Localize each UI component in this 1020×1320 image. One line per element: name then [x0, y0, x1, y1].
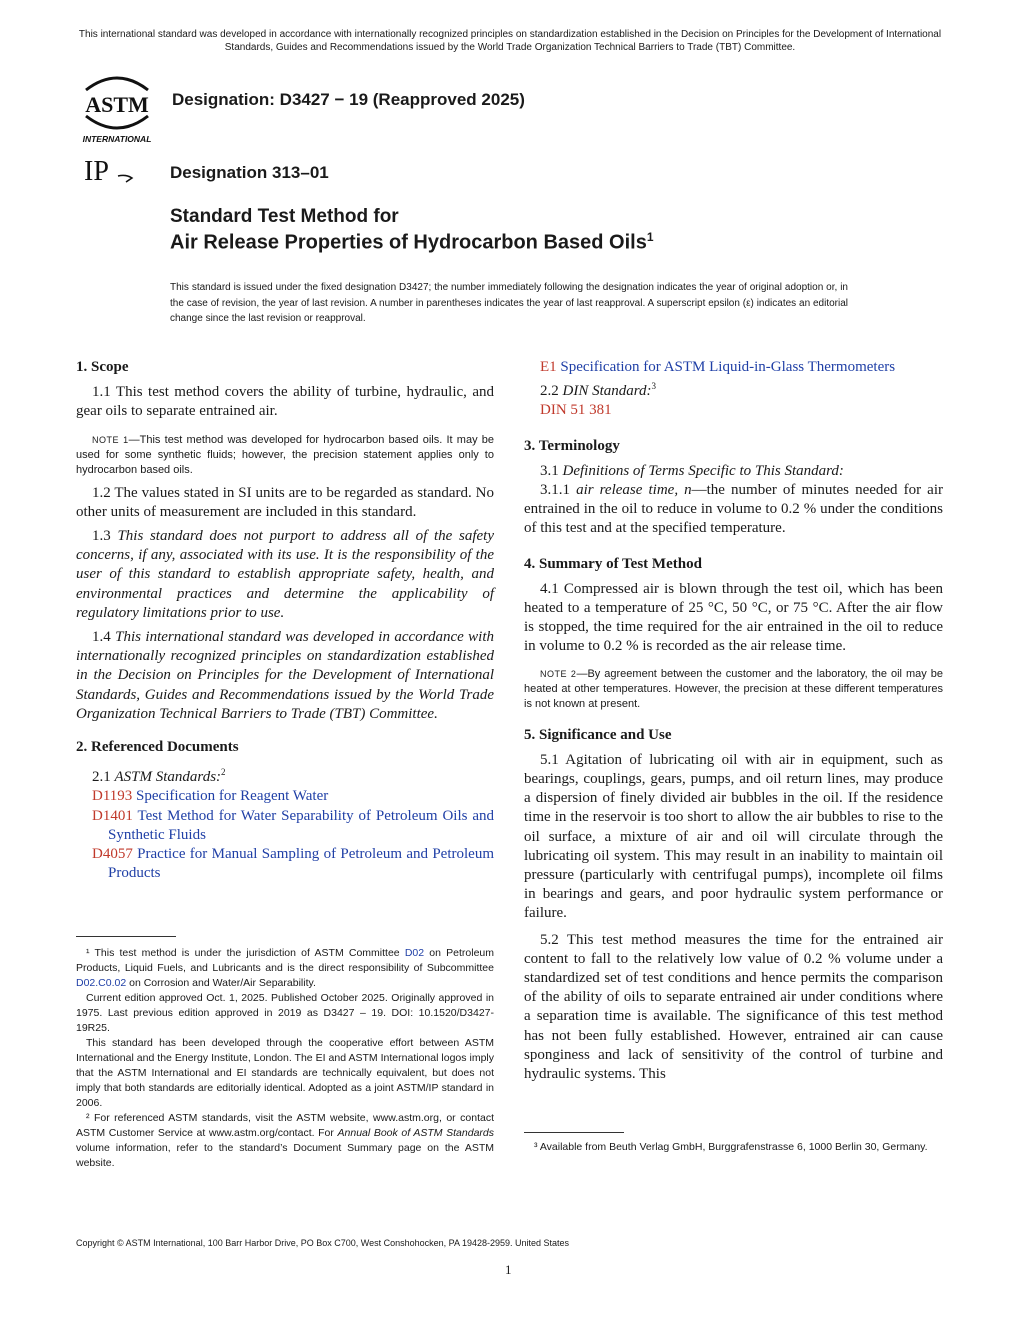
- reference-item[interactable]: [76, 807, 494, 845]
- reference-title: Practice for Manual Sampling of Petroleum and Petroleum Products: [108, 846, 494, 882]
- para-5-2: 5.2 This test method measures the time for the entrained air content to fall to the relatively low value of 0.2 % volume under a standardized set of test conditions and hence permits the comparison of the ability of oils to separate entrained air under conditions where a separation time is available. The significance of this test method has not been fully established. However, entrained air can cause sponginess and lack of sensitivity of the control of turbine and hydraulic systems. This: [524, 931, 943, 1083]
- section-1-heading: 1. Scope: [76, 359, 129, 375]
- footnote-1-edition: Current edition approved Oct. 1, 2025. Published October 2025. Originally approved in 1975. Last previous edition approved in 2019 as D3427 – 19. DOI: 10.1520/D3427-19R25.: [76, 992, 494, 1034]
- reference-title: Test Method for Water Separability of Petroleum Oils and Synthetic Fluids: [108, 807, 494, 843]
- right-column: [524, 358, 943, 1084]
- note-2-text: —By agreement between the customer and the laboratory, the oil may be heated at other temperatures. However, the precision at these different temperatures is not known at present.: [524, 667, 943, 710]
- note-1: [76, 433, 494, 478]
- page-number: 1: [505, 1262, 512, 1277]
- astm-logo: [72, 70, 162, 146]
- section-3-heading: 3. Terminology: [524, 437, 620, 454]
- reference-title: Specification for ASTM Liquid-in-Glass Thermometers: [560, 359, 896, 375]
- astm-reference-list: [76, 787, 494, 883]
- para-2-2: 2.2 DIN Standard:$^3$: [540, 381, 657, 400]
- din-reference[interactable]: [524, 401, 943, 420]
- astm-logo-text: ASTM: [85, 92, 149, 117]
- ip-logo-text: IP: [84, 156, 109, 187]
- footnote-3: [524, 1140, 943, 1155]
- reference-code: E1: [540, 359, 557, 375]
- copyright-footer: Copyright © ASTM International, 100 Barr Harbor Drive, PO Box C700, West Conshohocken, PA 19428-2959. United States: [76, 1238, 570, 1248]
- footnote-rule-right: [524, 1132, 624, 1133]
- section-4-heading: 4. Summary of Test Method: [524, 555, 702, 572]
- ip-logo: [80, 152, 140, 188]
- para-1-3: 1.3 This standard does not purport to address all of the safety concerns, if any, associated with its use. It is the responsibility of the user of this standard to establish appropriate safety, health, and environmental practices and determine the applicability of regulatory limitations prior to use.: [76, 528, 495, 621]
- title-footnote-mark: 1: [646, 230, 654, 244]
- left-column: [76, 358, 494, 883]
- reference-code: DIN 51 381: [540, 402, 612, 419]
- issue-statement: This standard is issued under the fixed designation D3427; the number immediately following the designation indicates the year of original adoption or, in the case of revision, the year of last revision. A number in parentheses indicates the year of last reapproval. A superscript epsilon (ε) indicates an editorial change since the last revision or reapproval.: [170, 282, 848, 324]
- para-2-1: 2.1 ASTM Standards:$^2$: [92, 767, 226, 786]
- title-line-2: [170, 230, 654, 255]
- subcommittee-link[interactable]: D02.C0.02: [76, 977, 127, 989]
- title-line-1: Standard Test Method for: [170, 206, 399, 227]
- section-5-heading: 5. Significance and Use: [524, 726, 672, 743]
- note-1-label: NOTE 1: [92, 434, 129, 445]
- section-2-heading: 2. Referenced Documents: [76, 739, 239, 756]
- reference-code: D4057: [92, 846, 133, 863]
- note-2: [524, 667, 943, 712]
- astm-logo-icon: [72, 70, 162, 146]
- note-1-text: —This test method was developed for hydrocarbon based oils. It may be used for some synthetic fluids; however, the precision statement applies only to hydrocarbon based oils.: [76, 433, 494, 476]
- footnote-1-cooperation: This standard has been developed through the cooperative effort between ASTM International and the Energy Institute, London. The EI and ASTM International logos imply that the ASTM International and EI standards are technically equivalent, but does not imply that both standards are editorially identical. Adopted as a joint ASTM/IP standard in 2006.: [76, 1037, 494, 1109]
- para-1-4: 1.4 This international standard was developed in accordance with internationally recognized principles on standardization established in the Decision on Principles for the Development of International Standards, Guides and Recommendations issued by the World Trade Organization Technical Barriers to Trade (TBT) Committee.: [76, 629, 494, 722]
- designation-ip: Designation 313–01: [170, 163, 329, 182]
- footnotes-left: [76, 946, 494, 1171]
- para-5-1: 5.1 Agitation of lubricating oil with air in equipment, such as bearings, couplings, gears, pumps, and oil return lines, may produce a dispersion of finely divided air bubbles in the oil. If the residence time in the reservoir is too short to allow the air bubbles to rise to the oil surface, a mixture of air and oil will circulate through the lubricating oil system. This may result in an inability to maintain oil pressure (particularly with centrifugal pumps), incomplete oil films in bearings and gears, and poor hydraulic system performance or failure.: [524, 751, 943, 922]
- reference-item[interactable]: [76, 787, 494, 806]
- para-4-1: 4.1 Compressed air is blown through the test oil, which has been heated to a temperature of 25 °C, 50 °C, or 75 °C. After the air flow is stopped, the time required for the air entrained in the oil to reduce in volume to 0.2 % is recorded as the air release time.: [524, 580, 943, 655]
- para-3-1: 3.1 Definitions of Terms Specific to This Standard:: [540, 462, 844, 479]
- reference-code: D1193: [92, 788, 133, 805]
- note-2-label: NOTE 2: [540, 668, 577, 679]
- footnote-3-text: ³ Available from Beuth Verlag GmbH, Burggrafenstrasse 6, 1000 Berlin 30, Germany.: [534, 1141, 928, 1153]
- header-notice: This international standard was developed in accordance with internationally recognized principles on standardization established in the Decision on Principles for the Development of International Standards, Guides and Recommendations issued by the World Trade Organization Technical Barriers to Trade (TBT) Committee.: [78, 29, 942, 53]
- para-1-2: 1.2 The values stated in SI units are to be regarded as standard. No other units of measurement are included in this standard.: [76, 484, 494, 520]
- reference-item[interactable]: [76, 845, 494, 883]
- reference-title: Specification for Reagent Water: [136, 788, 329, 805]
- reference-item-e1[interactable]: [524, 358, 943, 377]
- footnote-2: ² For referenced ASTM standards, visit the ASTM website, www.astm.org, or contact ASTM Customer Service at www.astm.org/contact. For Annual Book of ASTM Standards volume information, refer to the standard’s Document Summary page on the ASTM website.: [76, 1112, 494, 1169]
- footnote-rule-left: [76, 936, 176, 937]
- reference-code: D1401: [92, 807, 133, 824]
- para-1-1: 1.1 This test method covers the ability of turbine, hydraulic, and gear oils to separate entrained air.: [76, 384, 494, 420]
- astm-logo-subtext: INTERNATIONAL: [82, 134, 152, 144]
- title-text: Air Release Properties of Hydrocarbon Based Oils: [170, 231, 647, 254]
- ip-logo-icon: [80, 152, 140, 188]
- designation-astm: Designation: D3427 − 19 (Reapproved 2025): [172, 90, 525, 109]
- footnote-1: ¹ This test method is under the jurisdiction of ASTM Committee D02 on Petroleum Products, Liquid Fuels, and Lubricants and is the direct responsibility of Subcommittee D02.C0.02 on Corrosion and Water/Air Separability.: [76, 947, 494, 989]
- para-3-1-1: 3.1.1 air release time, n—the number of minutes needed for air entrained in the oil to reduce in volume to 0.2 % under the conditions of this test and at the specified temperature.: [524, 482, 944, 537]
- committee-link[interactable]: D02: [404, 947, 425, 959]
